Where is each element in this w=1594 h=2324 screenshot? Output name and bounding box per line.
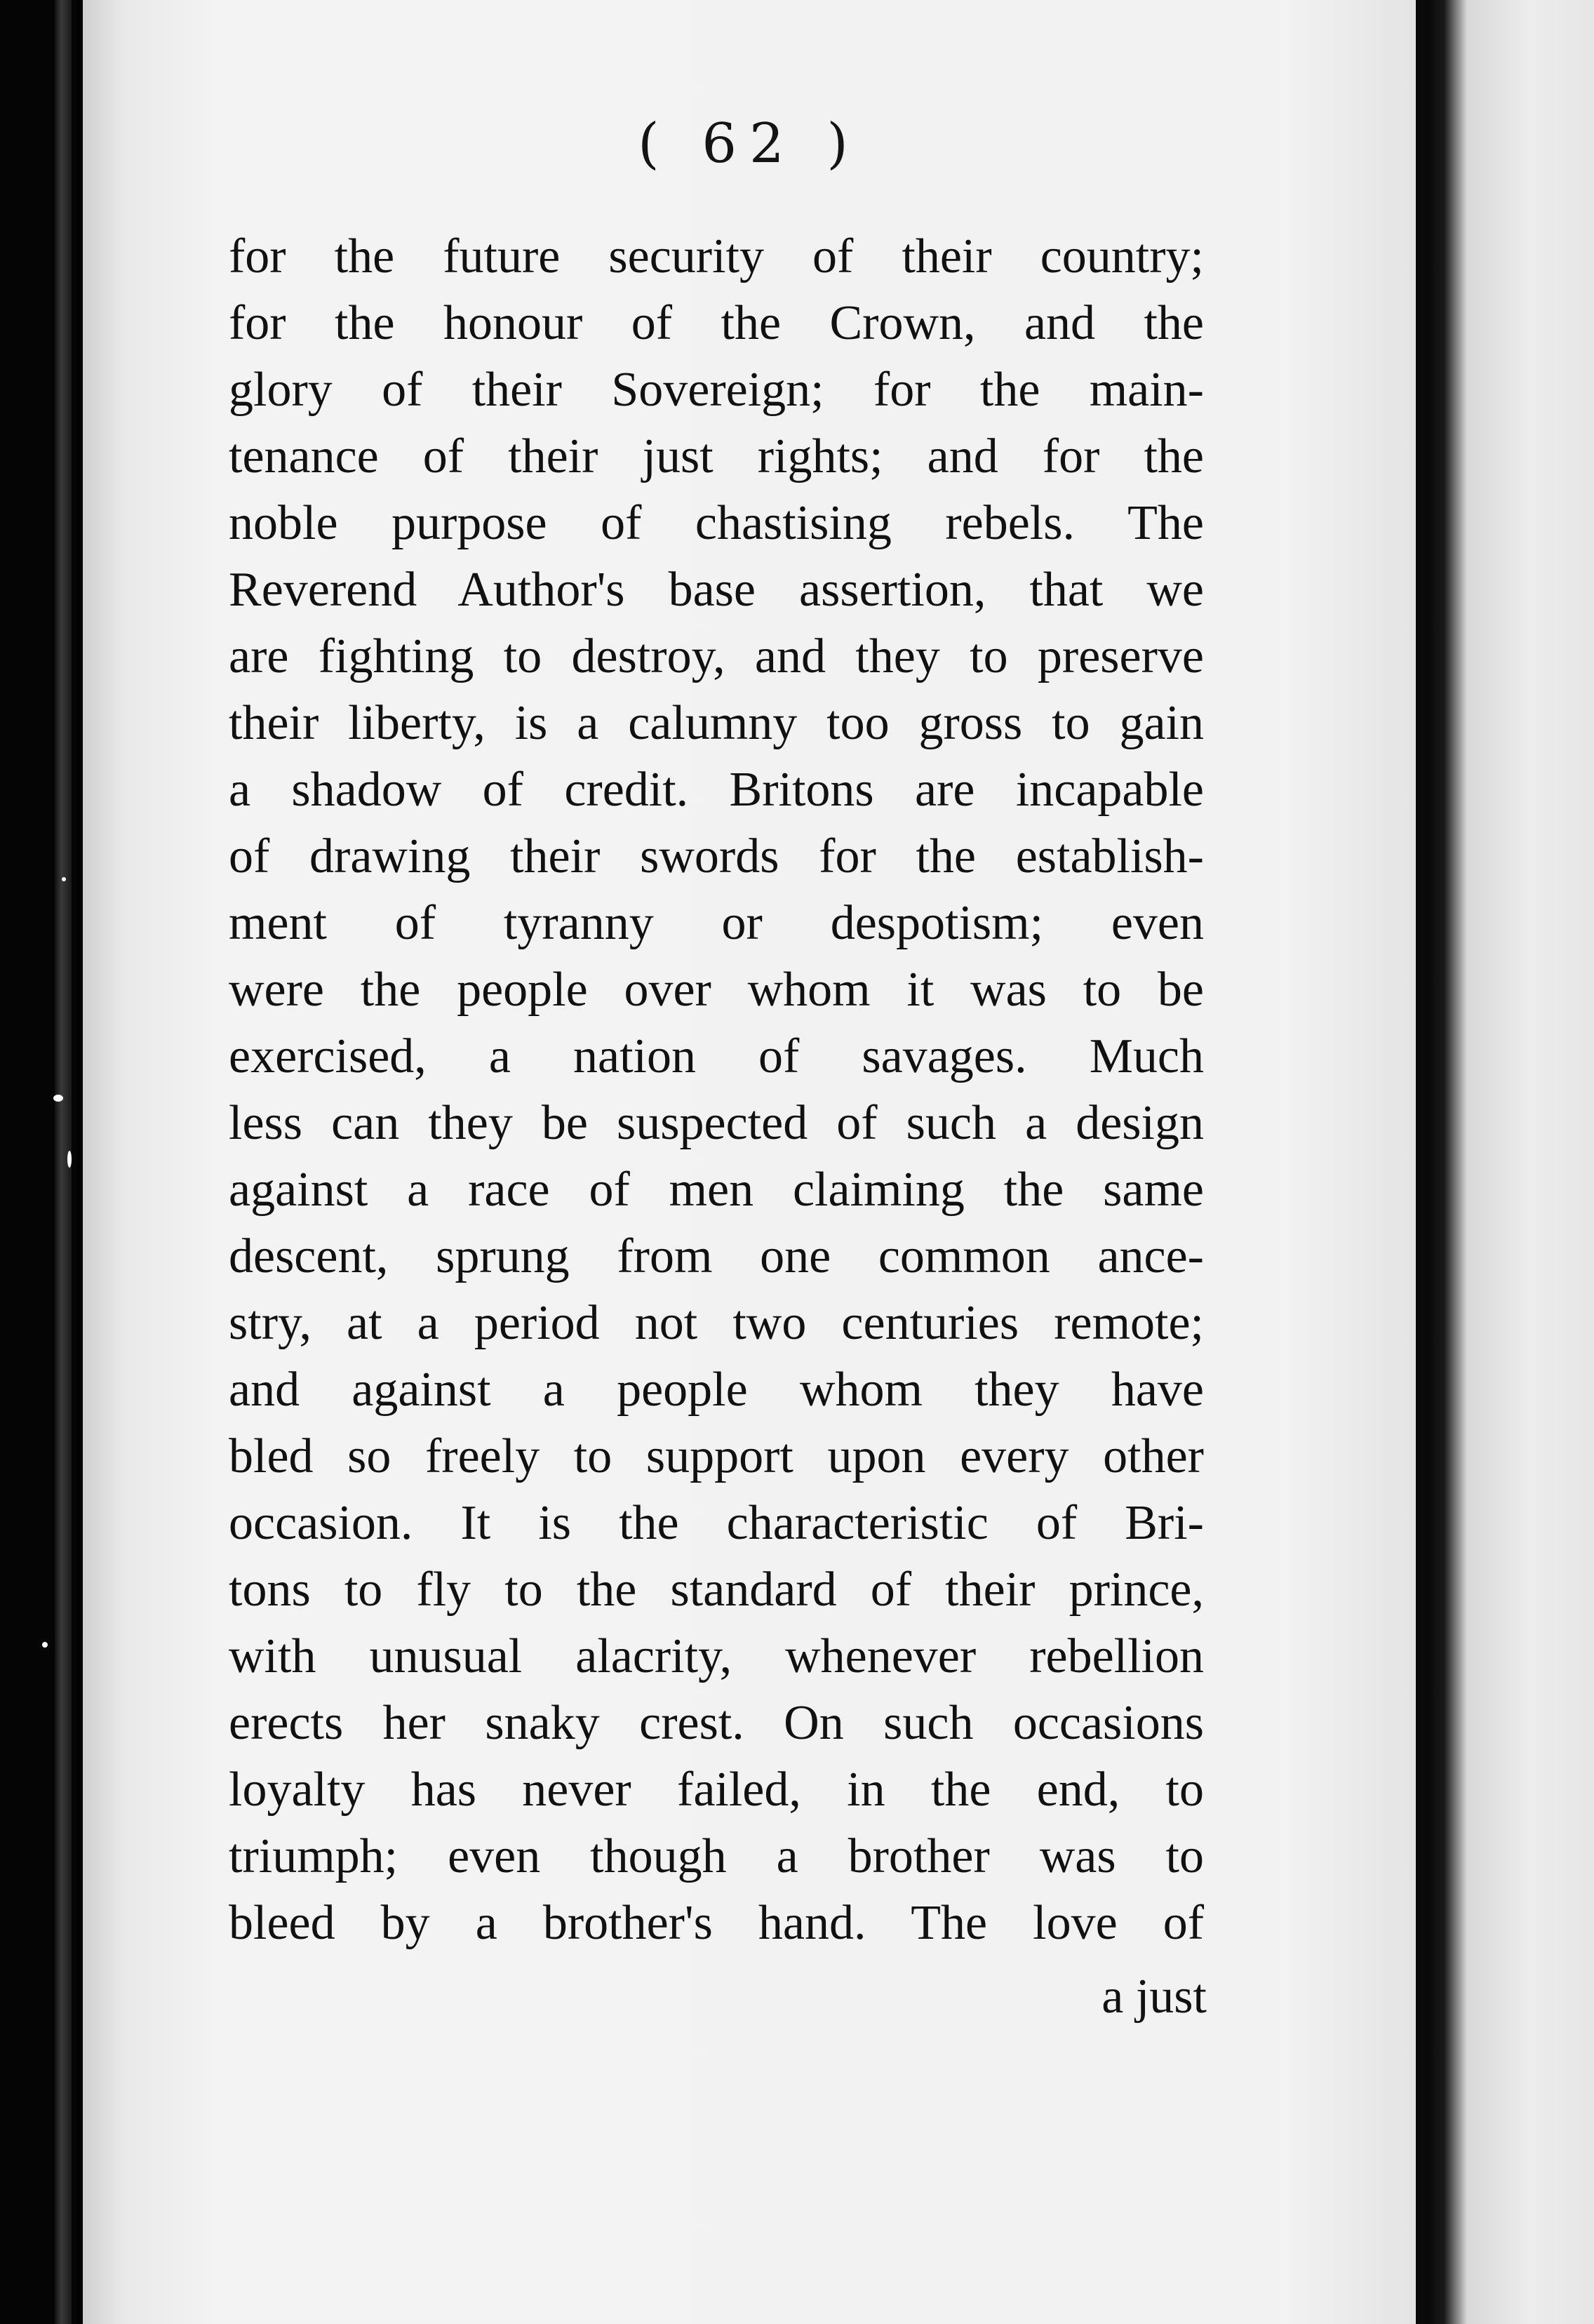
catchword: a just [1101, 1970, 1207, 2024]
text-line: of drawing their swords for the establish- [229, 829, 1204, 883]
dust-speck [62, 877, 66, 881]
text-line: less can they be suspected of such a design [229, 1096, 1204, 1150]
text-line: and against a people whom they have [229, 1363, 1204, 1417]
adjacent-page-edge [1431, 0, 1594, 2324]
text-line: erects her snaky crest. On such occasions [229, 1696, 1204, 1750]
text-line: exercised, a nation of savages. Much [229, 1029, 1204, 1083]
text-line: bled so freely to support upon every other [229, 1429, 1204, 1483]
text-line: Reverend Author's base assertion, that we [229, 563, 1204, 617]
text-line: against a race of men claiming the same [229, 1163, 1204, 1217]
text-line: tenance of their just rights; and for the [229, 429, 1204, 483]
text-line: loyalty has never failed, in the end, to [229, 1763, 1204, 1817]
text-line: for the honour of the Crown, and the [229, 296, 1204, 350]
text-line: descent, sprung from one common ance- [229, 1229, 1204, 1283]
dust-speck [67, 1151, 72, 1168]
text-line: with unusual alacrity, whenever rebellion [229, 1629, 1204, 1683]
text-line: occasion. It is the characteristic of Bri- [229, 1496, 1204, 1550]
page-number-header: ( 62 ) [638, 112, 861, 175]
text-line: triumph; even though a brother was to [229, 1829, 1204, 1883]
text-line: tons to fly to the standard of their prince, [229, 1563, 1204, 1617]
text-line: stry, at a period not two centuries remote; [229, 1296, 1204, 1350]
dust-speck [42, 1642, 48, 1648]
text-line: noble purpose of chastising rebels. The [229, 496, 1204, 550]
text-line: are fighting to destroy, and they to preserve [229, 629, 1204, 683]
text-line: glory of their Sovereign; for the main- [229, 363, 1204, 417]
body-text [229, 223, 1204, 1956]
text-line: were the people over whom it was to be [229, 963, 1204, 1017]
dust-speck [53, 1095, 63, 1102]
text-line: bleed by a brother's hand. The love of [229, 1896, 1204, 1950]
text-line: their liberty, is a calumny too gross to gain [229, 696, 1204, 750]
text-line: a shadow of credit. Britons are incapable [229, 763, 1204, 817]
text-line: ment of tyranny or despotism; even [229, 896, 1204, 950]
text-line: for the future security of their country; [229, 229, 1204, 283]
